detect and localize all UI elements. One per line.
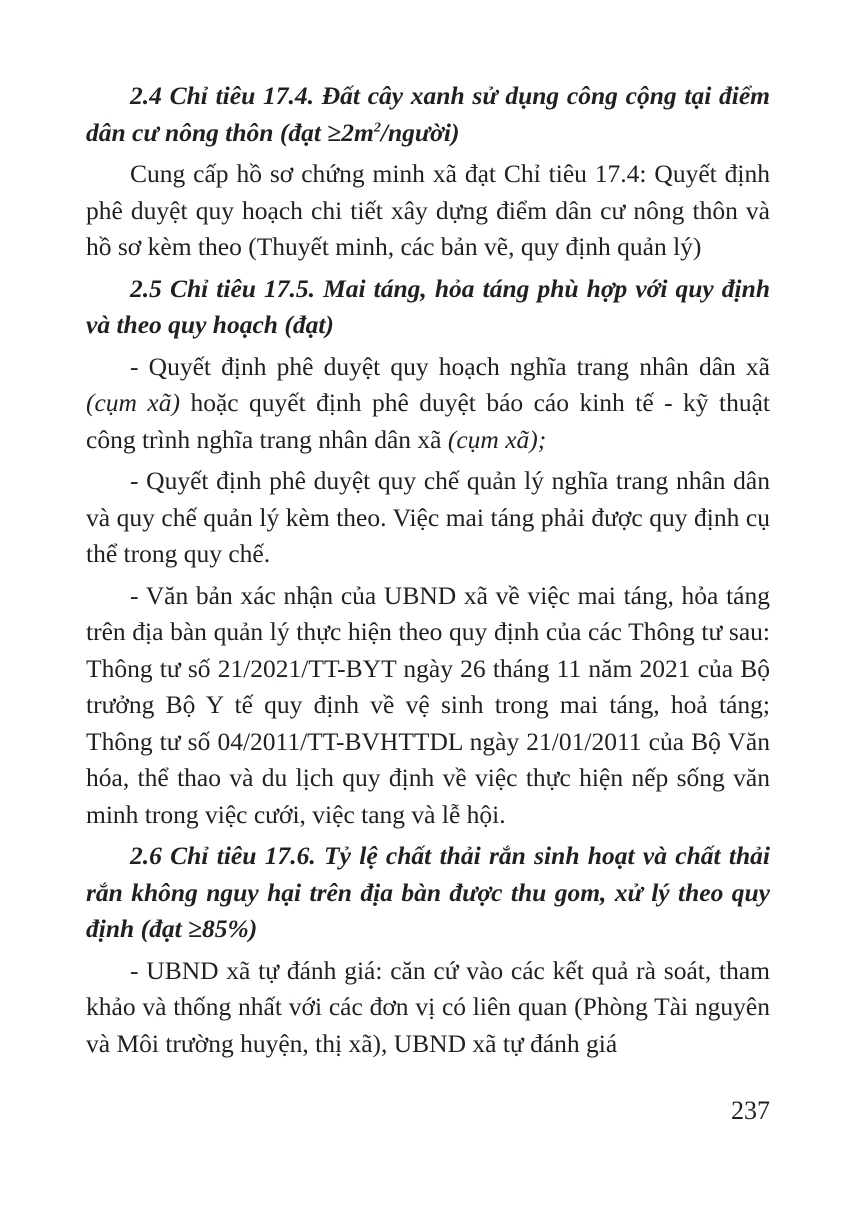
paragraph: - Quyết định phê duyệt quy chế quản lý nghĩa trang nhân dân và quy chế quản lý kèm theo. Việc mai táng phải được quy định cụ thể trong quy chế.	[86, 466, 770, 568]
section-heading-2-6: 2.6 Chỉ tiêu 17.6. Tỷ lệ chất thải rắn sinh hoạt và chất thải rắn không nguy hại trên địa bàn được thu gom, xử lý theo quy định (đạt ≥85%)	[86, 841, 770, 943]
paragraph: - Văn bản xác nhận của UBND xã về việc mai táng, hỏa táng trên địa bàn quản lý thực hiện theo quy định của các Thông tư sau: Thông tư số 21/2021/TT-BYT ngày 26 tháng 11 năm 2021 của Bộ trưởng Bộ Y tế quy định về vệ sinh trong mai táng, hoả táng; Thông tư số 04/2011/TT-BVHTTDL ngày 21/01/2011 của Bộ Văn hóa, thể thao và du lịch quy định về việc thực hiện nếp sống văn minh trong việc cưới, việc tang và lễ hội.	[86, 580, 770, 829]
document-page	[86, 78, 770, 1067]
paragraph: - Quyết định phê duyệt quy hoạch nghĩa trang nhân dân xã (cụm xã) hoặc quyết định phê duyệt báo cáo kinh tế - kỹ thuật công trình nghĩa trang nhân dân xã (cụm xã);	[86, 351, 770, 454]
paragraph: - UBND xã tự đánh giá: căn cứ vào các kết quả rà soát, tham khảo và thống nhất với các đơn vị có liên quan (Phòng Tài nguyên và Môi trường huyện, thị xã), UBND xã tự đánh giá	[86, 955, 770, 1058]
section-heading-2-4: 2.4 Chỉ tiêu 17.4. Đất cây xanh sử dụng công cộng tại điểm dân cư nông thôn (đạt $\ge 2m^2/người$)	[86, 81, 770, 147]
section-heading-2-5: 2.5 Chỉ tiêu 17.5. Mai táng, hỏa táng phù hợp với quy định và theo quy hoạch (đạt)	[86, 273, 770, 339]
page-number: 237	[731, 1096, 770, 1125]
paragraph: Cung cấp hồ sơ chứng minh xã đạt Chỉ tiêu 17.4: Quyết định phê duyệt quy hoạch chi tiết xây dựng điểm dân cư nông thôn và hồ sơ kèm theo (Thuyết minh, các bản vẽ, quy định quản lý)	[86, 159, 770, 261]
